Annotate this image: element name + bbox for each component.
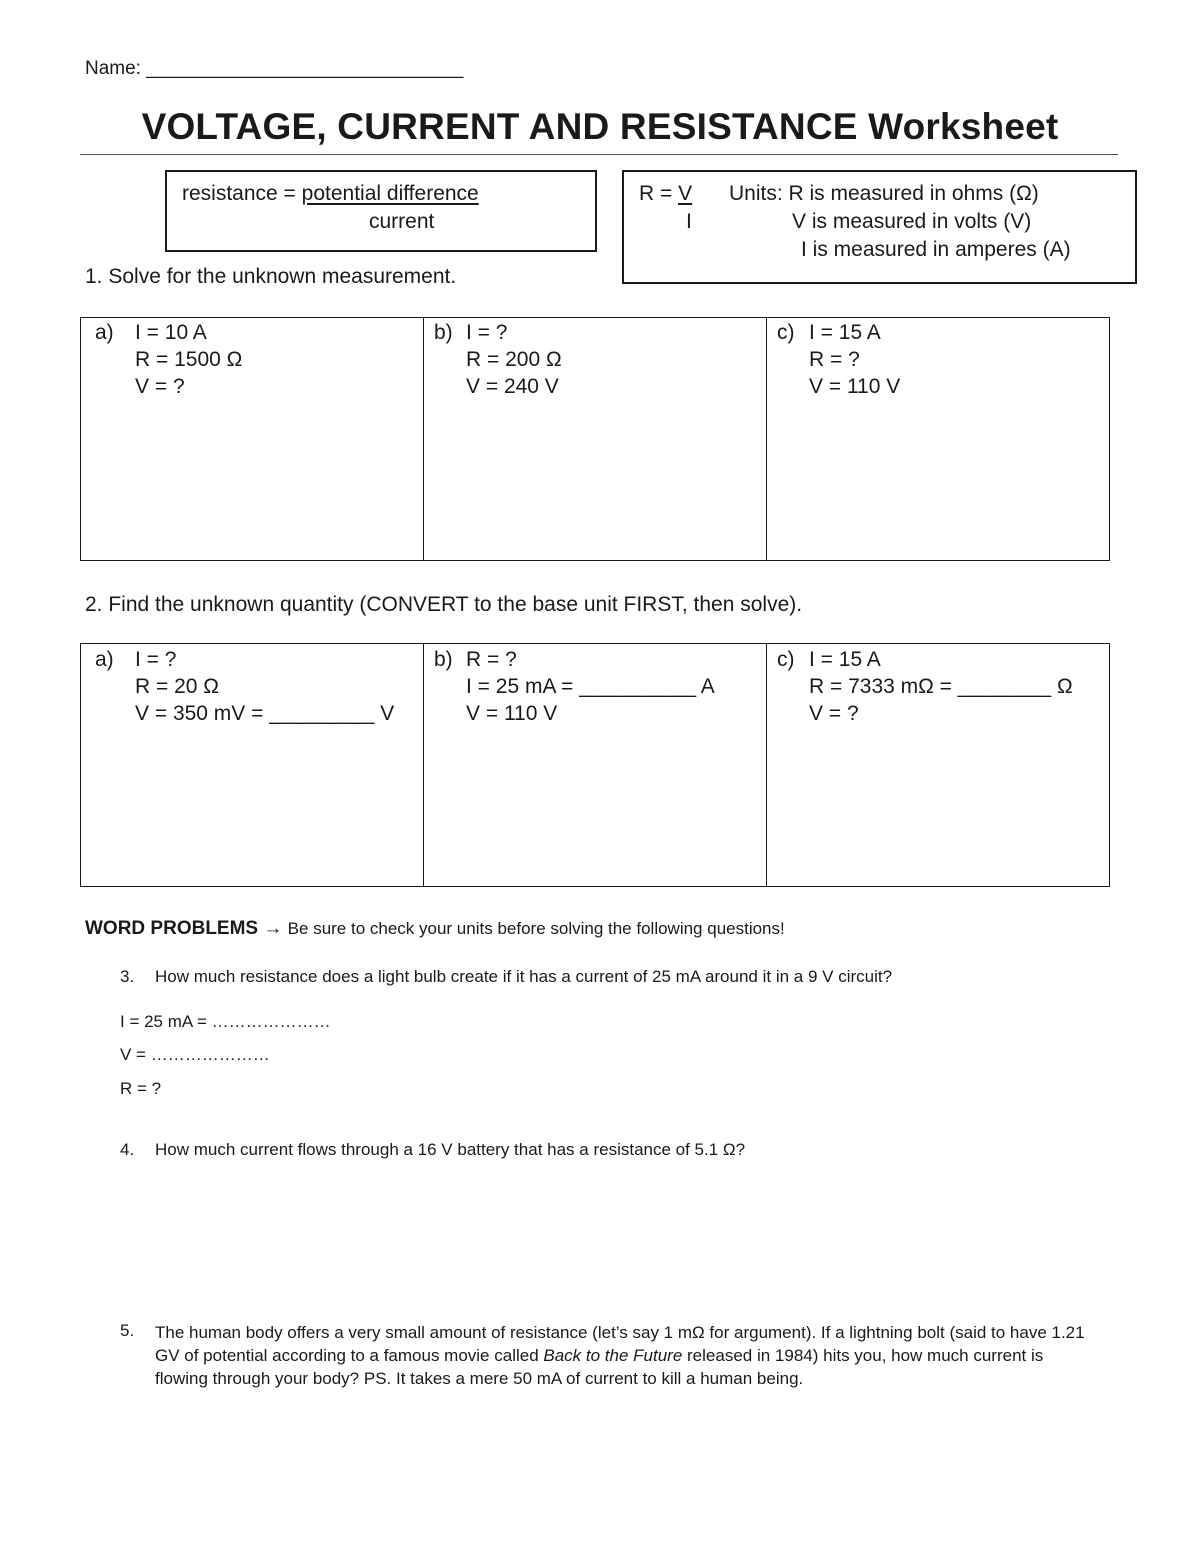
formula-numerator: potential difference [301, 182, 479, 205]
question-3-text: How much resistance does a light bulb create if it has a current of 25 mA around it in a 9 V circuit? [155, 967, 893, 986]
formula-denominator: current [369, 210, 435, 233]
question-1c-cell[interactable]: c) I = 15 A R = ? V = 110 V [777, 321, 901, 398]
question-3-resistance-line: R = ? [120, 1079, 162, 1098]
question-3-voltage-line[interactable]: V = ………………… [120, 1045, 270, 1064]
question-2c-cell[interactable]: c) I = 15 A R = 7333 mΩ = ________ Ω V = ? [777, 648, 1073, 725]
question-2-prompt: 2. Find the unknown quantity (CONVERT to the base unit FIRST, then solve). [85, 593, 803, 616]
formula-i: I [686, 210, 692, 233]
units-box [622, 170, 1137, 284]
question-5-number: 5. [120, 1321, 135, 1340]
name-blank[interactable]: ______________________________ [140, 58, 464, 79]
units-line-amperes: I is measured in amperes (A) [801, 238, 1071, 261]
question-3-current-line[interactable]: I = 25 mA = ………………… [120, 1012, 331, 1031]
question-1a-cell[interactable]: a) I = 10 A R = 1500 Ω V = ? [81, 318, 424, 560]
question-1-table [80, 317, 1110, 561]
question-2-table [80, 643, 1110, 887]
question-2a-cell[interactable]: a) I = ? R = 20 Ω V = 350 mV = _________ V [81, 644, 424, 886]
question-5-text: The human body offers a very small amount of resistance (let’s say 1 mΩ for argument). If a lightning bolt (said to have 1.21 GV of potential according to a famous movie called Back to the Future released in 1984) hits you, how much current is flowing through your body? PS. It takes a mere 50 mA of current to kill a human being. [155, 1323, 1085, 1388]
question-1b-cell[interactable]: b) I = ? R = 200 Ω V = 240 V [424, 318, 767, 560]
movie-title: Back to the Future [543, 1346, 683, 1365]
r-equals-v-over-i: R = V [639, 182, 693, 205]
formula-numerator-line: resistance = potential difference [182, 182, 479, 205]
arrow-icon: → [258, 918, 288, 939]
name-field[interactable] [85, 58, 463, 80]
question-4-text: How much current flows through a 16 V battery that has a resistance of 5.1 Ω? [155, 1140, 746, 1159]
question-1-prompt: 1. Solve for the unknown measurement. [85, 265, 457, 288]
units-line-ohms: Units: R is measured in ohms (Ω) [729, 182, 1039, 205]
formula-box [165, 170, 597, 252]
word-problems-heading: WORD PROBLEMS → Be sure to check your units before solving the following questions! [85, 918, 785, 939]
page-title: VOLTAGE, CURRENT AND RESISTANCE Worksheet [141, 106, 1059, 147]
question-2b-cell[interactable]: b) R = ? I = 25 mA = __________ A V = 110 V [424, 644, 767, 886]
units-line-volts: V is measured in volts (V) [792, 210, 1032, 233]
question-4-number: 4. [120, 1140, 135, 1159]
question-3-number: 3. [120, 967, 135, 986]
name-label: Name: [85, 58, 141, 79]
title-divider [80, 154, 1118, 155]
